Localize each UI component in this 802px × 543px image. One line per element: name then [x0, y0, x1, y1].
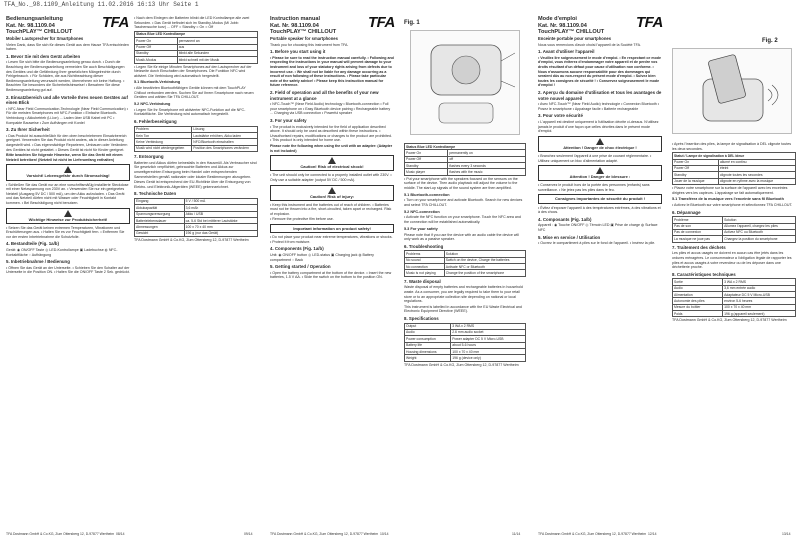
footer: TFA Dostmann GmbH & Co.KG, Zum Ottersberg 12, D-97877 Wertheim: [6, 532, 115, 536]
status-table: Statut / Lampe de signalisation à DEL bleue Power On allumé en continu Power Off éteint Standby clignote toutes les secondes Jouer de la musique clignote en rythme avec la musique: [672, 152, 796, 185]
page-number: 08/14: [116, 532, 125, 536]
warning-icon: [64, 166, 72, 173]
fr-column-2: • Après l'insertion des piles, la lampe de signalisation à DEL clignote toutes les deux secondes. Statut / Lampe de signalisation à DEL bleue Power On allumé en continu Power Off éteint Standby clignote toutes les secondes Jouer de la musique clignote en rythme avec la musique • Placez votre smartphone sur la surface de l'appareil avec les enceintes dirigées vers les capteurs. L'appairage se fait automatiquement. 5.1 Transférez de la musique vers l'enceinte sans fil Bluetooth • Activez le Bluetooth sur votre smartphone et sélectionnez TFA CHILLOUT. 6. Dépannage Problème Solution Pas de son Allumez l'appareil, chargez les piles Pas de connexion Activez NFC ou Bluetooth La musique ne joue pas Changez la position du smartphone 7. Traitement des déchets Les piles et accus usagés ne doivent en aucun cas être jetés dans les ordures ménagères. Le consommateur a l'obligation légale de rapporter les piles et accus usagés à votre revendeur ou de les déposer dans une déchetterie proche. 8. Caractéristiques techniques Sortie 3 WA x 2 RMS Audio 3,6 mm entrée audio Alimentation Adaptateur DC 5 V Micro-USB Autonomie des piles environ 5-6 heures Mesure du boîtier 100 x 70 x 40 mm Poids 196 g (appareil seulement) TFA Dostmann GmbH & Co.KG, Zum Ottersberg 12, D-97877 Wertheim: [672, 142, 796, 532]
page-number: 09/14: [244, 532, 253, 536]
warning-box: Vorsicht! Lebensgefahr durch Stromschlag!: [6, 164, 130, 180]
page-number: 11/14: [512, 532, 521, 536]
troubleshooting-table: Problem Lösung Kein Ton Lautstärke erhöhen, Akku laden Keine Verbindung NFC/Bluetooth einschalten Musik wird nicht wiedergegeben Position des Smartphones verändern: [134, 126, 258, 152]
warning-icon: [328, 187, 336, 194]
tfa-logo: TFA: [368, 14, 395, 31]
warning-icon: [596, 167, 604, 174]
page-number: 13/14: [782, 532, 791, 536]
status-table: Status Blue LED Kontrollampe Power On permanent an Power Off aus Standby blinkt alle Sekunden Musik-Modus blinkt schnell mit der Musik: [134, 31, 258, 64]
fr-column: Mode d'emploi Kat. Nr. 98.1109.04 TouchPLAY™ CHILLOUT Enceinte portable pour smartphones Nous vous remercions d'avoir choisi l'appareil de la Société TFA. 1. Avant d'utiliser l'appareil • Veuillez lire soigneusement le mode d'emploi. • En respectant ce mode d'emploi, vous éviterez d'endommager votre appareil et de perdre vos droits résultant d'un défaut pour cause d'utilisation non conforme. • Nous n'assumons aucune responsabilité pour des dommages qui seraient dûs au non-respect du présent mode d'emploi. • Suivez bien toutes les consignes de sécurité ! • Conservez soigneusement le mode d'emploi ! 2. Aperçu du domaine d'utilisation et tous les avantages de votre nouvel appareil • Avec NFC-Touch™ (Near Field Audio) technologie • Connexion Bluetooth • Posez le smartphone • Appairage facile • Batterie rechargeable 3. Pour votre sécurité • L'appareil est destiné uniquement à l'utilisation décrite ci-dessus. N'utilisez jamais le produit d'une façon que celles décrites dans le présent mode d'emploi. Attention ! Danger de choc électrique ! • Branchez seulement l'appareil à une prise de courant réglementaire. • Utilisez uniquement un bloc d'alimentation adapté. Attention ! Danger de blessure : • Conservez le produit hors de la portée des personnes (enfants) sans surveillance. • Ne jetez pas les piles dans le feu. Consignes importantes de sécurité du produit ! • Évitez d'exposer l'appareil à des températures extrêmes, à des vibrations et à des chocs. 4. Composants (Fig. 1a/b) Appareil : ◉ Touche ON/OFF ◎ Témoin LED ▣ Prise de charge ◍ Surface NFC 5. Mise en service / Utilisation • Ouvrez le compartiment à piles sur le fond de l'appareil. • Insérez la pile.: [538, 16, 662, 246]
page-number: 12/14: [648, 532, 657, 536]
device-illustration: [410, 30, 520, 135]
footer: TFA Dostmann GmbH & Co.KG, Zum Ottersberg 12, D-97877 Wertheim: [270, 532, 379, 536]
warning-box: Wichtige Hinweise zur Produktsicherheit!: [6, 208, 130, 224]
warning-icon: [64, 210, 72, 217]
warning-box: Caution! Risk of electrical shock!: [270, 155, 394, 171]
de-column-2: • Nach dem Einlegen der Batterien blinkt die LED Kontrollampe alle zwei Sekunden. • Das Gerät befindet sich im Standby-Modus (Mi Jobb: Taschensuche kurz) ... OFF = Standby = On = Off Status Blue LED Kontrollampe Power On permanent an Power Off aus Standby blinkt alle Sekunden Musik-Modus blinkt schnell mit der Musik • Legen Sie für einige Minuten Smartphones auf den Lautsprecher auf der Netzseite durch Einschalten der Smartphones. Die Funktion NFC wird aktiviert. Die Verbindung wird automatisch hergestellt. 5.1 Bluetooth-Verbindung • Alle bewährten Bluetoothfähigen Geräte können mit dem TouchPLAY Chillout verbunden werden. Suchen Sie auf Ihrem Smartphone nach neuen Geräten und wählen Sie TFA CHILLOUT. 5.2 NFC-Verbindung • Legen Sie Ihr Smartphone mit aktivierter NFC-Funktion auf die NFC-Kontaktfläche. Die Verbindung wird automatisch hergestellt. 6. Fehlerbeseitigung Problem Lösung Kein Ton Lautstärke erhöhen, Akku laden Keine Verbindung NFC/Bluetooth einschalten Musik wird nicht wiedergegeben Position des Smartphones verändern 7. Entsorgung Batterien und Akkus dürfen keinesfalls in den Hausmüll. Als Verbraucher sind Sie gesetzlich verpflichtet, gebrauchte Batterien und Akkus zur umweltgerechten Entsorgung beim Handel oder entsprechenden Sammelstellen gemäß nationaler oder lokaler Bestimmungen abzugeben. Dieses Gerät ist entsprechend der EU-Richtlinie über die Entsorgung von Elektro- und Elektronik-Altgeräten (WEEE) gekennzeichnet. 8. Technische Daten Eingang 5 V / 500 mA Akkukapazität 3,6 mAh Spannungsversorgung Akku / USB Batterielebensdauer ca. 5-6 Std bei mittlerer Lautstärke Abmessungen 100 x 70 x 40 mm Gewicht 196 g (nur das Gerät) TFA Dostmann GmbH & Co.KG, Zum Ottersberg 12, D-97877 Wertheim: [134, 16, 257, 243]
speaker-icon: [411, 31, 521, 136]
de-title: Bedienungsanleitung: [6, 16, 63, 22]
fr-title: Mode d'emploi: [538, 16, 577, 22]
troubleshooting-table: Problems Solution No sound Switch on the device, Charge the batteries No connection Activate NFC or Bluetooth Music is not playing Change the position of the smartphone: [404, 250, 526, 276]
de-column: Bedienungsanleitung Kat. Nr. 98.1109.04 TouchPLAY™ CHILLOUT Mobiler Lautsprecher für Smartphones Vielen Dank, dass Sie sich für dieses Gerät aus dem Hause TFA entschieden haben. 1. Bevor Sie mit dem Gerät arbeiten • Lesen Sie sich bitte die Bedienungsanleitung genau durch. • Durch die Beachtung der Bedienungsanleitung vermeiden Sie auch Beschädigungen des Gerätes und die Gefährdung Ihrer gesetzlichen Mängelrechte durch Fehlgebrauch. • Für Schäden, die aus Nichtbeachtung dieser Bedienungsanleitung verursacht werden, übernehmen wir keine Haftung. • Beachten Sie besonders die Sicherheitshinweise! • Bewahren Sie diese Bedienungsanleitung gut auf. 2. Einsatzbereich und alle Vorteile Ihres neuen Gerätes auf einen Blick • NFC-Near Field Communication-Technologie (Near Field Communication) • Für die meisten Smartphones mit NFC-Funktion • Einfache Bluetooth-Verbindung • Akkubetrieb (Li-Ion) ... Laden über USB Kabel mit PC • Kompakte Bauweise • Zum Aufhängen mit Kordel 3. Zu Ihrer Sicherheit • Das Produkt ist ausschließlich für den oben beschriebenen Einsatzbereich geeignet. Verwenden Sie das Produkt nicht anders, als in dieser Anleitung dargestellt wird. • Das eigenmächtige Reparieren, Umbauen oder Verändern des Gerätes ist nicht gestattet. • Dieses Gerät ist nicht für Kinder geeignet. Bitte beachten Sie folgende Hinweise, wenn Sie das Gerät mit einem Netzteil betreiben! (Netzteil ist nicht im Lieferumfang enthalten) Vorsicht! Lebensgefahr durch Stromschlag! • Schließen Sie das Gerät nur an eine vorschriftsmäßig installierte Steckdose mit einer Netzspannung von 230V an. • Verwenden Sie nur ein geeignetes Netzteil (Ausgang 5V DC / 500 mA), um den Akku aufzuladen. • Das Gerät und das Netzteil dürfen nicht mit Wasser oder Feuchtigkeit in Kontakt kommen. • Bei Beschädigung nicht benutzen. Wichtige Hinweise zur Produktsicherheit! • Setzen Sie das Gerät keinen extremen Temperaturen, Vibrationen und Erschütterungen aus. • Halten Sie es vor Feuchtigkeit fern. • Entfernen Sie vor der ersten Inbetriebnahme die Schutzfolie. 4. Bestandteile (Fig. 1a/b) Gerät: ◉ ON/OFF Taste ◎ LED-Kontrollampe ▣ Ladebuchse ◍ NFC-Kontaktfläche ◌ Aufhängung 5. Inbetriebnahme / Bedienung • Öffnen Sie das Gerät an der Unterseite. • Schieben Sie den Schalter auf der Unterseite in die Position ON. • Halten Sie die ON/OFF Taste 2 Sek. gedrückt.: [6, 16, 130, 275]
warning-box: Attention ! Danger de blessure :: [538, 165, 662, 181]
en-column: Instruction manual Kat. Nr. 98.1109.04 TouchPLAY™ CHILLOUT Portable speaker for smartphones Thank you for choosing this instrument from TFA. 1. Before you start using it • Please be sure to read the instruction manual carefully. • Following and respecting the instructions in your manual will prevent damage to your instrument and loss of your statutory rights arising from defects due to incorrect use. • We shall not be liable for any damage occurring as a result of non following of these instructions. • Please take particular note of the safety advice! • Please keep this instruction manual for future reference. 2. Field of operation and all the benefits of your new instrument at a glance • NFC-Touch™ (Near Field Audio) technology • Bluetooth-connection • Full your smartphone on • Easy Bluetooth device pairing • Rechargeable battery ... Charging via USB connection • Powerful speaker 3. For your safety • The product is exclusively intended for the field of application described above. It should only be used as described within these instructions. • Unauthorised repairs, modifications or changes to the product are prohibited. • This product is only intended for home use. Please note the following when using the unit with an adapter: (Adapter is not included) Caution! Risk of electrical shock! • The unit should only be connected to a properly installed outlet with 230V. • Only use a suitable adapter (output 5V DC / 500 mA). Caution! Risk of injury: • Keep this instrument and the batteries out of reach of children. • Batteries must not be thrown into a fire, short-circuited, taken apart or recharged. Risk of explosion. • Remove the protective film before use. Important information on product safety! • Do not place your product near extreme temperatures, vibrations or shocks. • Protect it from moisture. 4. Components (Fig. 1a/b) Unit: ◉ ON/OFF button ◎ LED-status ▣ Charging jack ◍ Battery compartment ◌ Back 5. Getting started / Operation • Open the battery compartment at the bottom of the device. • Insert the new batteries, 1.5 V AA. • Slide the switch on the bottom to the position ON.: [270, 16, 394, 280]
en-column-2: Status Blue LED Kontrollampe Power On permanently on Power Off off Standby flashes every 3 seconds Music player flashes with the music • Put your smartphone with the speakers focused on the sensors on the surface of the device. Then audio playback will adjust the volume to the middle. The start-up signals of the sound system are then amplified. 5.1 Bluetooth-connection • Turn on your smartphone and activate Bluetooth. Search for new devices and select TFA CHILLOUT. 5.2 NFC-connection • Activate the NFC function on your smartphone. Touch the NFC area and the connection will be established automatically. 5.3 For your safety Please note that if you use the device with an audio cable the device will only work as a passive speaker. 6. Troubleshooting Problems Solution No sound Switch on the device, Charge the batteries No connection Activate NFC or Bluetooth Music is not playing Change the position of the smartphone 7. Waste disposal Waste disposal of empty batteries and rechargeable batteries in household waste. As a consumer, you are legally required to take them to your retail store or to an appropriate collection site depending on national or local regulations. This instrument is labelled in accordance with the EU Waste Electrical and Electronic Equipment Directive (WEEE). 8. Specifications Output 3 WA x 2 RMS Audio 2.6 mm audio socket Power consumption Power adapter DC 5 V Micro-USB Battery life about 5-6 hours Housing dimensions 100 x 70 x 40 mm Weight 196 g (device only) TFA Dostmann GmbH & Co.KG, Zum Ottersberg 12, D-97877 Wertheim: [404, 142, 526, 532]
smartphone-on-speaker-icon: [673, 49, 793, 135]
warning-box: Important information on product safety!: [270, 224, 394, 233]
tfa-logo: TFA: [636, 14, 663, 31]
tfa-logo: TFA: [102, 14, 129, 31]
file-header: TFA_No._98.1109_Anleitung 11.02.2016 16:13 Uhr Seite 1: [4, 1, 199, 8]
usage-illustration: [672, 48, 792, 134]
warning-box: Attention ! Danger de choc électrique !: [538, 136, 662, 152]
figure-1-label: Fig. 1: [404, 20, 420, 26]
footer: TFA Dostmann GmbH & Co.KG, Zum Ottersberg 12, D-97877 Wertheim: [538, 532, 647, 536]
figure-2-label: Fig. 2: [762, 38, 778, 44]
status-table: Status Blue LED Kontrollampe Power On permanently on Power Off off Standby flashes every 3 seconds Music player flashes with the music: [404, 143, 526, 176]
specs-table: Output 3 WA x 2 RMS Audio 2.6 mm audio socket Power consumption Power adapter DC 5 V Micro-USB Battery life about 5-6 hours Housing dimensions 100 x 70 x 40 mm Weight 196 g (device only): [404, 323, 526, 362]
page-number: 10/14: [380, 532, 389, 536]
warning-box: Consignes importantes de sécurité du produit !: [538, 194, 662, 203]
warning-icon: [328, 157, 336, 164]
troubleshooting-table: Problème Solution Pas de son Allumez l'appareil, chargez les piles Pas de connexion Activez NFC ou Bluetooth La musique ne joue pas Changez la position du smartphone: [672, 216, 796, 242]
specs-table: Sortie 3 WA x 2 RMS Audio 3,6 mm entrée audio Alimentation Adaptateur DC 5 V Micro-USB Autonomie des piles environ 5-6 heures Mesure du boîtier 100 x 70 x 40 mm Poids 196 g (appareil seulement): [672, 278, 796, 317]
warning-box: Caution! Risk of injury:: [270, 185, 394, 201]
en-title: Instruction manual: [270, 16, 321, 22]
specs-table: Eingang 5 V / 500 mA Akkukapazität 3,6 mAh Spannungsversorgung Akku / USB Batterielebensdauer ca. 5-6 Std bei mittlerer Lautstärke Abmessungen 100 x 70 x 40 mm Gewicht 196 g (nur das Gerät): [134, 198, 258, 237]
warning-icon: [596, 138, 604, 145]
